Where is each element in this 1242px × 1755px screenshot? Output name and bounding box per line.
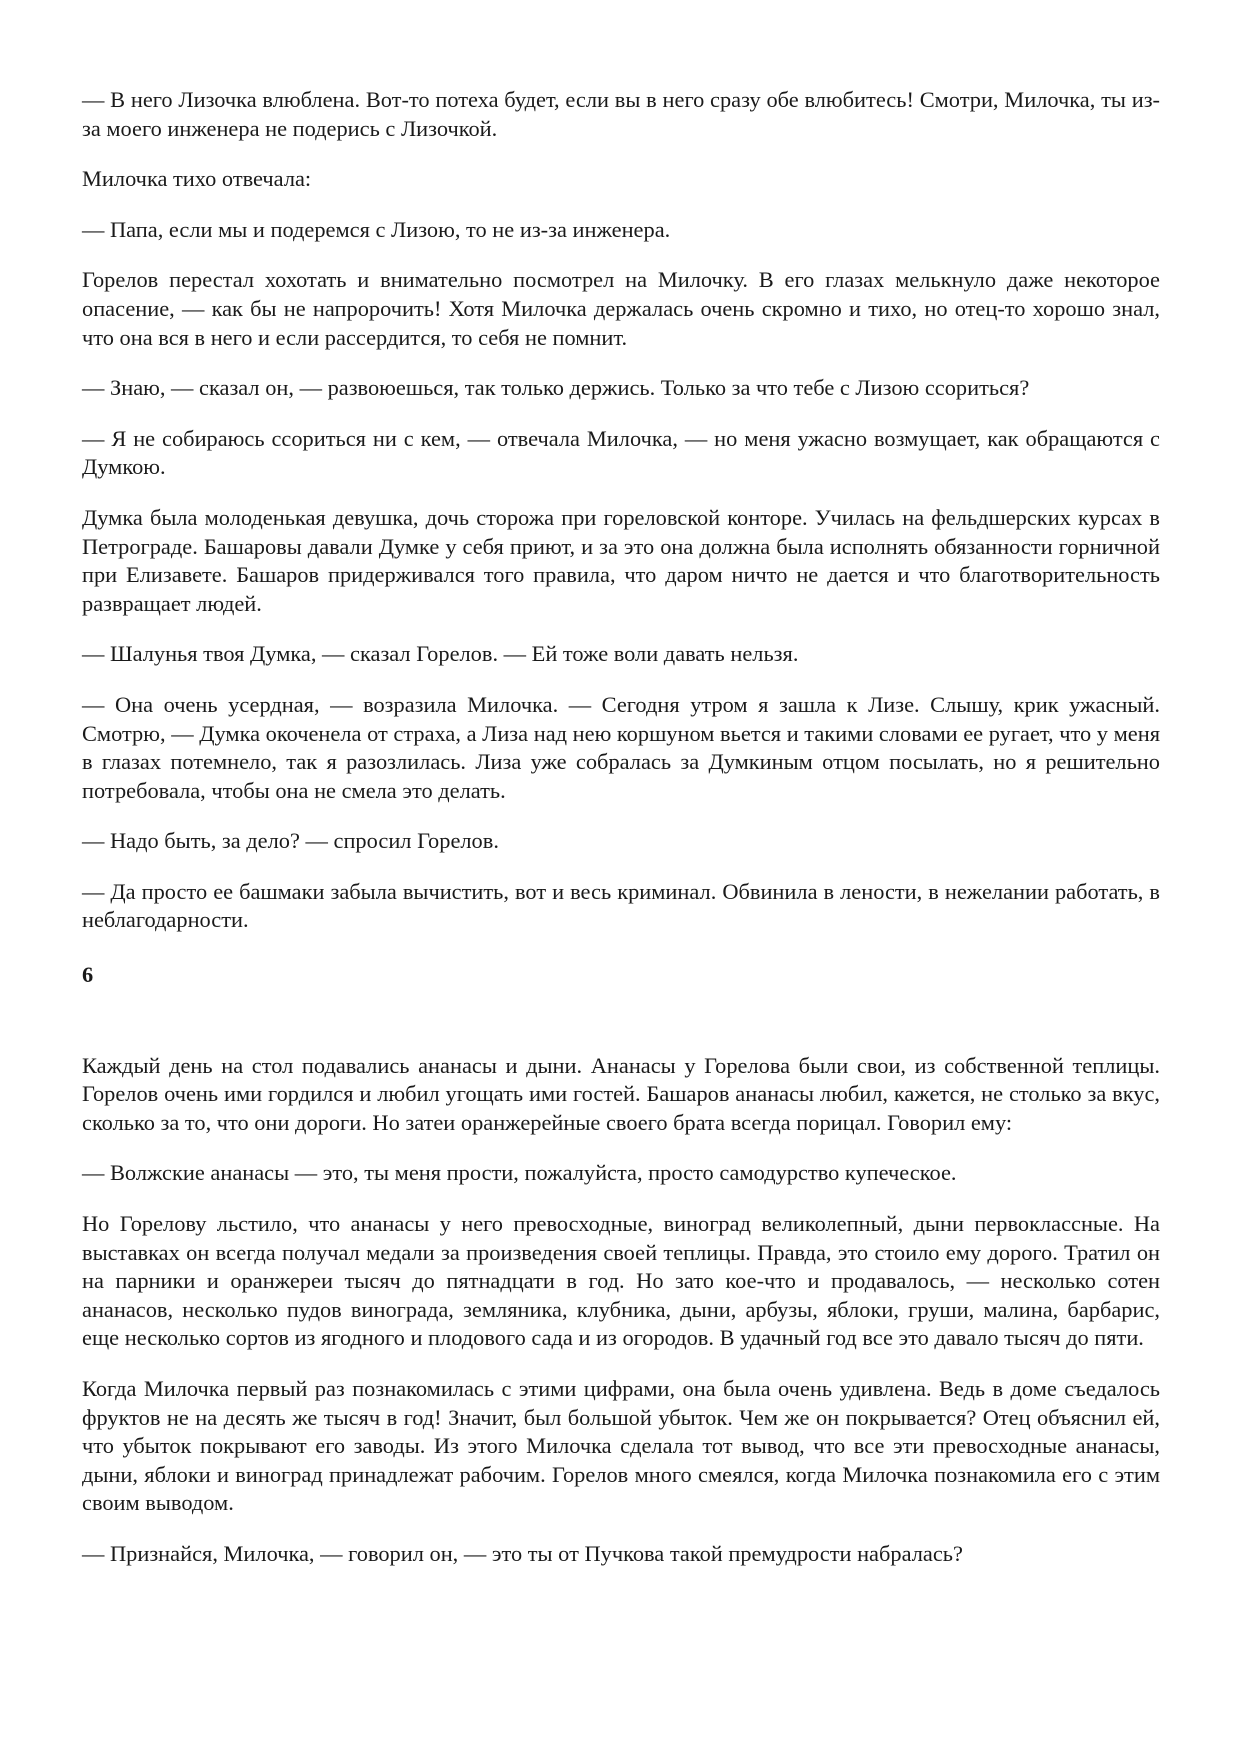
paragraph: — В него Лизочка влюблена. Вот-то потеха будет, если вы в него сразу обе влюбитесь! Смотри, Милочка, ты из-за моего инженера не подерись с Лизочкой.	[82, 87, 1160, 141]
paragraph: — Надо быть, за дело? — спросил Горелов.	[82, 828, 499, 854]
paragraph: — Она очень усердная, — возразила Милочка. — Сегодня утром я зашла к Лизе. Слышу, крик ужасный. Смотрю, — Думка окоченела от страха, а Лиза над нею коршуном вьется и такими словами ее ругает, что у меня в глазах потемнело, так я разозлилась. Лиза уже собралась за Думкиным отцом посылать, но я решительно потребовала, чтобы она не смела это делать.	[82, 691, 1160, 803]
paragraph: — Шалунья твоя Думка, — сказал Горелов. — Ей тоже воли давать нельзя.	[82, 641, 799, 667]
paragraph: Когда Милочка первый раз познакомилась с этими цифрами, она была очень удивлена. Ведь в доме съедалось фруктов не на десять же тысяч в год! Значит, был большой убыток. Чем же он покрывается? Отец объяснил ей, что убыток покрывают его заводы. Из этого Милочка сделала тот вывод, что все эти превосходные ананасы, дыни, яблоки и виноград принадлежат рабочим. Горелов много смеялся, когда Милочка познакомила его с этим своим выводом.	[82, 1376, 1160, 1516]
paragraph: Но Горелову льстило, что ананасы у него превосходные, виноград великолепный, дыни первоклассные. На выставках он всегда получал медали за произведения своей теплицы. Правда, это стоило ему дорого. Тратил он на парники и оранжереи тысяч до пятнадцати в год. Но зато кое-что и продавалось, — несколько сотен ананасов, несколько пудов винограда, земляника, клубника, дыни, арбузы, яблоки, груши, малина, барбарис, еще несколько сортов из ягодного и плодового сада и из огородов. В удачный год все это давало тысяч до пяти.	[82, 1211, 1160, 1351]
paragraph: — Папа, если мы и подеремся с Лизою, то не из-за инженера.	[82, 216, 671, 242]
chapter-heading: 6	[82, 962, 94, 988]
paragraph: — Признайся, Милочка, — говорил он, — это ты от Пучкова такой премудрости набралась?	[82, 1540, 963, 1566]
document-page	[82, 86, 1160, 1591]
paragraph: — Волжские ананасы — это, ты меня прости, пожалуйста, просто самодурство купеческое.	[82, 1160, 957, 1186]
paragraph: — Знаю, — сказал он, — развоюешься, так только держись. Только за что тебе с Лизою ссориться?	[82, 375, 1030, 401]
paragraph: Милочка тихо отвечала:	[82, 166, 312, 192]
paragraph: — Да просто ее башмаки забыла вычистить, вот и весь криминал. Обвинила в лености, в нежелании работать, в неблагодарности.	[82, 878, 1160, 933]
paragraph: Каждый день на стол подавались ананасы и дыни. Ананасы у Горелова были свои, из собственной теплицы. Горелов очень ими гордился и любил угощать ими гостей. Башаров ананасы любил, кажется, не столько за вкус, сколько за то, что они дороги. Но затеи оранжерейные своего брата всегда порицал. Говорил ему:	[82, 1052, 1160, 1135]
paragraph: — Я не собираюсь ссориться ни с кем, — отвечала Милочка, — но меня ужасно возмущает, как обращаются с Думкою.	[82, 425, 1160, 480]
paragraph: Думка была молоденькая девушка, дочь сторожа при гореловской конторе. Училась на фельдшерских курсах в Петрограде. Башаровы давали Думке у себя приют, и за это она должна была исполнять обязанности горничной при Елизавете. Башаров придерживался того правила, что даром ничто не дается и что благотворительность развращает людей.	[82, 504, 1160, 616]
paragraph: Горелов перестал хохотать и внимательно посмотрел на Милочку. В его глазах мелькнуло даже некоторое опасение, — как бы не напророчить! Хотя Милочка держалась очень скромно и тихо, но отец-то хорошо знал, что она вся в него и если рассердится, то себя не помнит.	[82, 267, 1160, 350]
